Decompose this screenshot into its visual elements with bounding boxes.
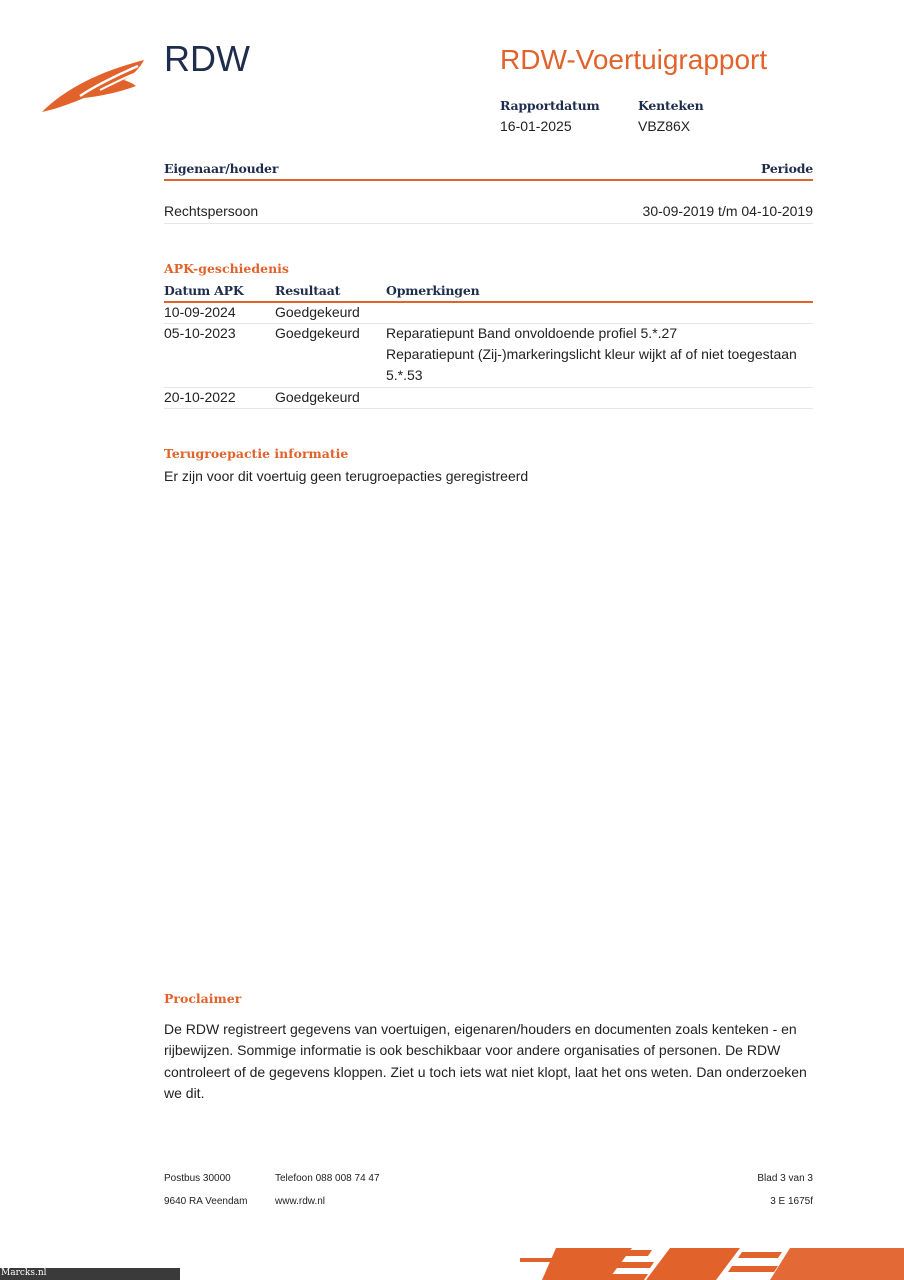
- period-value: 30-09-2019 t/m 04-10-2019: [642, 203, 813, 219]
- apk-remarks-header: Opmerkingen: [386, 283, 480, 298]
- proclaimer-line: rijbewijzen. Sommige informatie is ook beschikbaar voor andere organisaties of personen. De RDW: [164, 1042, 781, 1058]
- footer-telefoon: Telefoon 088 008 74 47: [275, 1173, 380, 1184]
- apk-date-header: Datum APK: [164, 283, 244, 298]
- owner-column-header: Eigenaar/houder: [164, 161, 279, 176]
- rdw-logo-icon: [40, 56, 150, 116]
- brand-name: RDW: [164, 38, 250, 79]
- proclaimer-line: controleert of de gegevens kloppen. Ziet u toch iets wat niet klopt, laat het ons weten. Dan onderzoeken: [164, 1064, 807, 1080]
- kenteken-label: Kenteken: [638, 98, 704, 113]
- proclaimer-line: we dit.: [164, 1085, 205, 1101]
- footer-website[interactable]: www.rdw.nl: [275, 1196, 326, 1207]
- apk-row-result: Goedgekeurd: [275, 325, 360, 341]
- apk-row-date: 10-09-2024: [164, 304, 236, 320]
- recall-text: Er zijn voor dit voertuig geen terugroepacties geregistreerd: [164, 468, 529, 484]
- apk-row-result: Goedgekeurd: [275, 389, 360, 405]
- footer-document-code: 3 E 1675f: [770, 1196, 813, 1207]
- apk-result-header: Resultaat: [275, 283, 341, 298]
- apk-row-result: Goedgekeurd: [275, 304, 360, 320]
- report-title: RDW-Voertuigrapport: [500, 44, 768, 75]
- footer-postcode: 9640 RA Veendam: [164, 1196, 248, 1207]
- rapportdatum-value: 16-01-2025: [500, 118, 572, 134]
- proclaimer-title: Proclaimer: [164, 991, 242, 1006]
- period-column-header: Periode: [761, 161, 813, 176]
- apk-remark-line: 5.*.53: [386, 367, 423, 383]
- apk-row-divider: [164, 408, 813, 409]
- footer-postbus: Postbus 30000: [164, 1173, 231, 1184]
- apk-section-title: APK-geschiedenis: [164, 261, 289, 276]
- owner-value: Rechtspersoon: [164, 203, 259, 219]
- apk-row-date: 20-10-2022: [164, 389, 236, 405]
- apk-row-divider: [164, 387, 813, 388]
- kenteken-value: VBZ86X: [638, 118, 691, 134]
- owner-header-rule: [164, 179, 813, 181]
- owner-row-divider: [164, 223, 813, 224]
- apk-header-rule: [164, 301, 813, 303]
- rapportdatum-label: Rapportdatum: [500, 98, 600, 113]
- apk-remark-line: Reparatiepunt (Zij-)markeringslicht kleur wijkt af of niet toegestaan: [386, 346, 797, 362]
- watermark-text: Marcks.nl: [1, 1268, 47, 1278]
- apk-remark-line: Reparatiepunt Band onvoldoende profiel 5.*.27: [386, 325, 678, 341]
- apk-row-divider: [164, 323, 813, 324]
- footer-page-number: Blad 3 van 3: [757, 1173, 813, 1184]
- recall-section-title: Terugroepactie informatie: [164, 446, 349, 461]
- decorative-stripes-icon: [520, 1244, 904, 1280]
- apk-row-date: 05-10-2023: [164, 325, 236, 341]
- proclaimer-line: De RDW registreert gegevens van voertuigen, eigenaren/houders en documenten zoals kenteken - en: [164, 1021, 797, 1037]
